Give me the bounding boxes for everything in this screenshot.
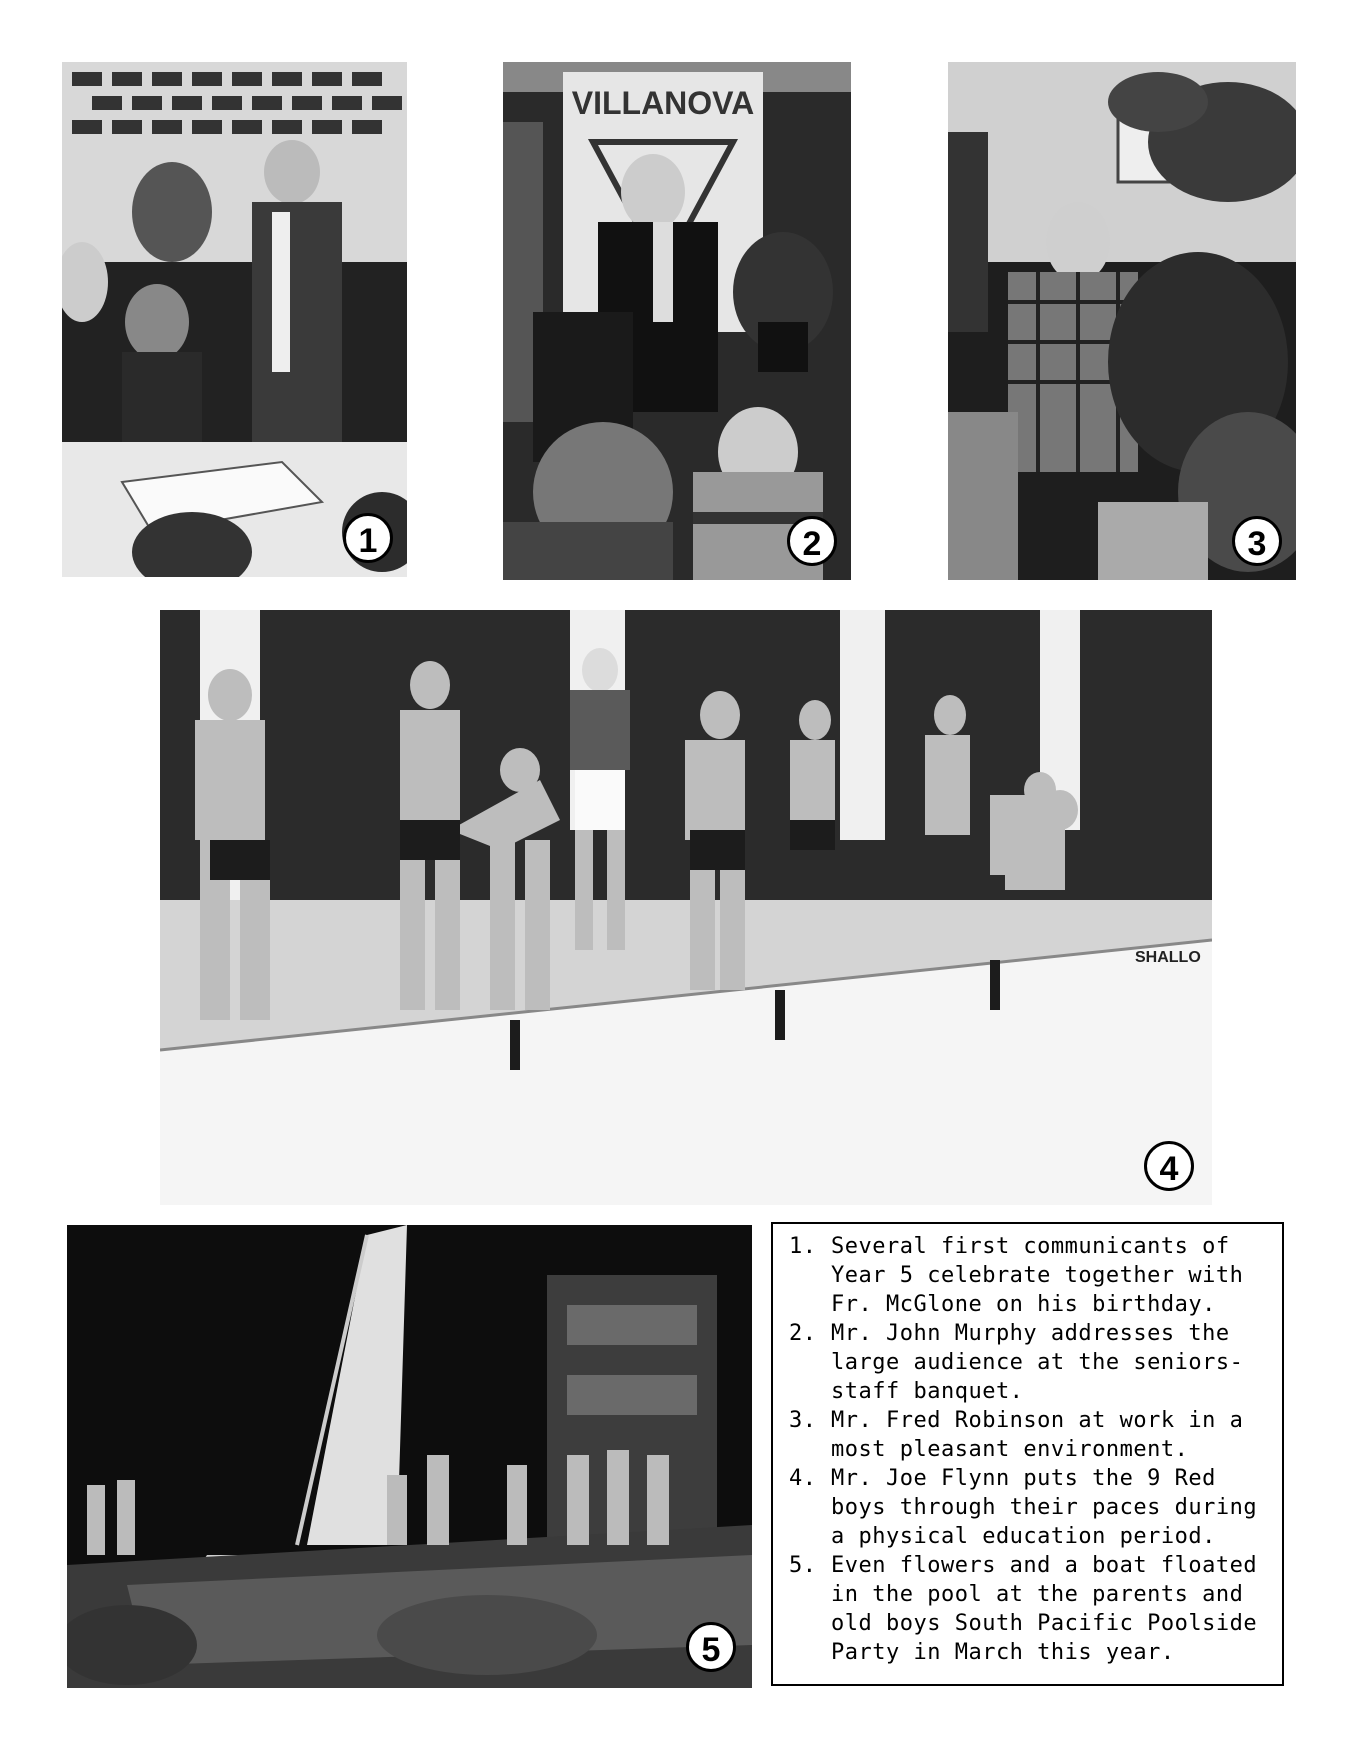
caption-text: Even flowers and a boat floated in the pool at the parents and old boys South Pacific Poolside Party in March this year. xyxy=(831,1553,1258,1665)
caption-number: 2. xyxy=(789,1321,817,1346)
photo-speaker-icon xyxy=(503,62,851,580)
caption-item xyxy=(789,1464,1274,1551)
photo-number-badge: 2 xyxy=(787,516,837,566)
caption-text: Several first communicants of Year 5 celebrate together with Fr. McGlone on his birthday. xyxy=(831,1234,1244,1317)
caption-number: 5. xyxy=(789,1553,817,1578)
photo-number-badge: 1 xyxy=(343,513,393,563)
photo-3-plants xyxy=(948,62,1296,580)
photo-2-speaker xyxy=(503,62,851,580)
banner-text: VILLANOVA xyxy=(571,85,755,121)
photo-1-birthday xyxy=(62,62,407,577)
caption-text: Mr. John Murphy addresses the large audience at the seniors- staff banquet. xyxy=(831,1321,1244,1404)
caption-number: 1. xyxy=(789,1234,817,1259)
photo-night-pool-icon xyxy=(67,1225,752,1688)
photo-4-pool-boys xyxy=(160,610,1212,1205)
photo-number-badge: 3 xyxy=(1232,516,1282,566)
caption-item xyxy=(789,1319,1274,1406)
photo-birthday-icon xyxy=(62,62,407,577)
caption-number: 4. xyxy=(789,1466,817,1491)
caption-item xyxy=(789,1551,1274,1667)
pool-text: SHALLO xyxy=(1135,949,1201,966)
caption-text: Mr. Fred Robinson at work in a most pleasant environment. xyxy=(831,1408,1244,1462)
photo-number-badge: 4 xyxy=(1144,1141,1194,1191)
photo-plants-icon xyxy=(948,62,1296,580)
caption-number: 3. xyxy=(789,1408,817,1433)
photo-pool-boys-icon xyxy=(160,610,1212,1205)
caption-item xyxy=(789,1232,1274,1319)
caption-text: Mr. Joe Flynn puts the 9 Red boys through their paces during a physical education period. xyxy=(831,1466,1258,1549)
caption-box xyxy=(771,1222,1284,1686)
caption-item xyxy=(789,1406,1274,1464)
photo-5-night-pool xyxy=(67,1225,752,1688)
photo-number-badge: 5 xyxy=(686,1622,736,1672)
